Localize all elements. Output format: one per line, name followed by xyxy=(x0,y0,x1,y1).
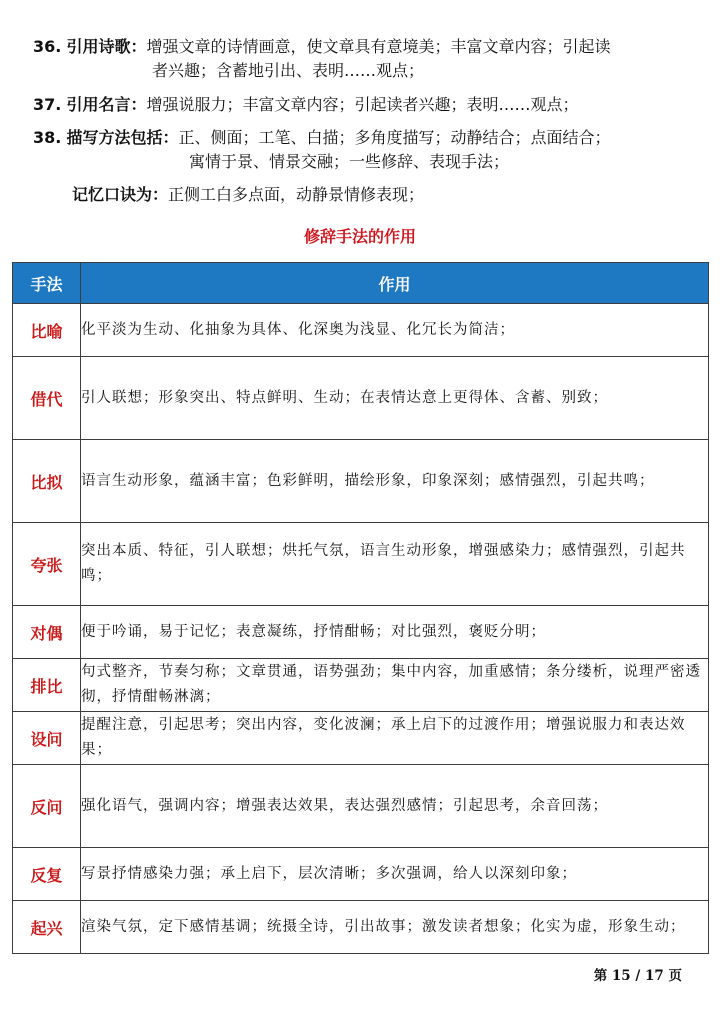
technique-name: 设问 xyxy=(13,712,81,765)
item-text: 增强说服力；丰富文章内容；引起读者兴趣；表明……观点； xyxy=(146,95,579,114)
technique-name: 反问 xyxy=(13,765,81,848)
technique-effect: 突出本质、特征，引人联想；烘托气氛，语言生动形象，增强感染力；感情强烈，引起共鸣； xyxy=(81,523,709,606)
header-technique: 手法 xyxy=(13,263,81,304)
technique-name: 夸张 xyxy=(13,523,81,606)
technique-name: 比拟 xyxy=(13,440,81,523)
item-term: 引用诗歌： xyxy=(66,37,147,56)
item-text: 增强文章的诗情画意，使文章具有意境美；丰富文章内容；引起读 xyxy=(146,37,611,56)
item-term: 描写方法包括： xyxy=(66,128,179,147)
technique-effect: 语言生动形象，蕴涵丰富；色彩鲜明，描绘形象，印象深刻；感情强烈，引起共鸣； xyxy=(81,440,709,523)
technique-name: 反复 xyxy=(13,848,81,901)
technique-effect: 化平淡为生动、化抽象为具体、化深奥为浅显、化冗长为简洁； xyxy=(81,304,709,357)
technique-effect: 强化语气，强调内容；增强表达效果，表达强烈感情；引起思考，余音回荡； xyxy=(81,765,709,848)
section-title: 修辞手法的作用 xyxy=(303,227,416,246)
technique-effect: 提醒注意，引起思考；突出内容，变化波澜；承上启下的过渡作用；增强说服力和表达效果； xyxy=(81,712,709,765)
item-38-continuation: 寓情于景、情景交融；一些修辞、表现手法； xyxy=(189,152,510,171)
technique-effect: 渲染气氛，定下感情基调；统摄全诗，引出故事；激发读者想象；化实为虚，形象生动； xyxy=(81,901,709,954)
technique-name: 起兴 xyxy=(13,901,81,954)
table-row xyxy=(13,440,709,523)
table-row xyxy=(13,659,709,712)
technique-effect: 便于吟诵，易于记忆；表意凝练，抒情酣畅；对比强烈，褒贬分明； xyxy=(81,606,709,659)
technique-name: 对偶 xyxy=(13,606,81,659)
table-row xyxy=(13,712,709,765)
table-row xyxy=(13,848,709,901)
technique-name: 排比 xyxy=(13,659,81,712)
item-number: 37. xyxy=(33,95,62,114)
technique-effect: 句式整齐，节奏匀称；文章贯通，语势强劲；集中内容，加重感情；条分缕析，说理严密透彻，抒情酣畅淋漓； xyxy=(81,659,709,712)
table-row xyxy=(13,304,709,357)
table-row xyxy=(13,606,709,659)
item-number: 36. xyxy=(33,37,62,56)
table-row xyxy=(13,901,709,954)
table-header-row xyxy=(13,263,709,304)
item-38 xyxy=(33,127,610,149)
table-row xyxy=(13,357,709,440)
technique-effect: 写景抒情感染力强；承上启下，层次清晰；多次强调，给人以深刻印象； xyxy=(81,848,709,901)
header-effect: 作用 xyxy=(81,263,709,304)
item-36-continuation: 者兴趣；含蓄地引出、表明……观点； xyxy=(152,61,425,80)
item-37 xyxy=(33,94,578,116)
technique-name: 比喻 xyxy=(13,304,81,357)
technique-effect: 引人联想；形象突出、特点鲜明、生动；在表情达意上更得体、含蓄、别致； xyxy=(81,357,709,440)
technique-name: 借代 xyxy=(13,357,81,440)
table-row xyxy=(13,765,709,848)
page-number: 第 15 / 17 页 xyxy=(593,968,682,984)
rhetoric-table xyxy=(12,262,709,954)
mnemonic-text: 正侧工白多点面，动静景情修表现； xyxy=(168,185,425,204)
item-text: 正、侧面；工笔、白描；多角度描写；动静结合；点面结合； xyxy=(178,128,611,147)
item-term: 引用名言： xyxy=(66,95,147,114)
item-36 xyxy=(33,36,610,58)
mnemonic-label: 记忆口诀为： xyxy=(72,185,169,204)
table-row xyxy=(13,523,709,606)
item-number: 38. xyxy=(33,128,62,147)
mnemonic xyxy=(72,184,424,206)
